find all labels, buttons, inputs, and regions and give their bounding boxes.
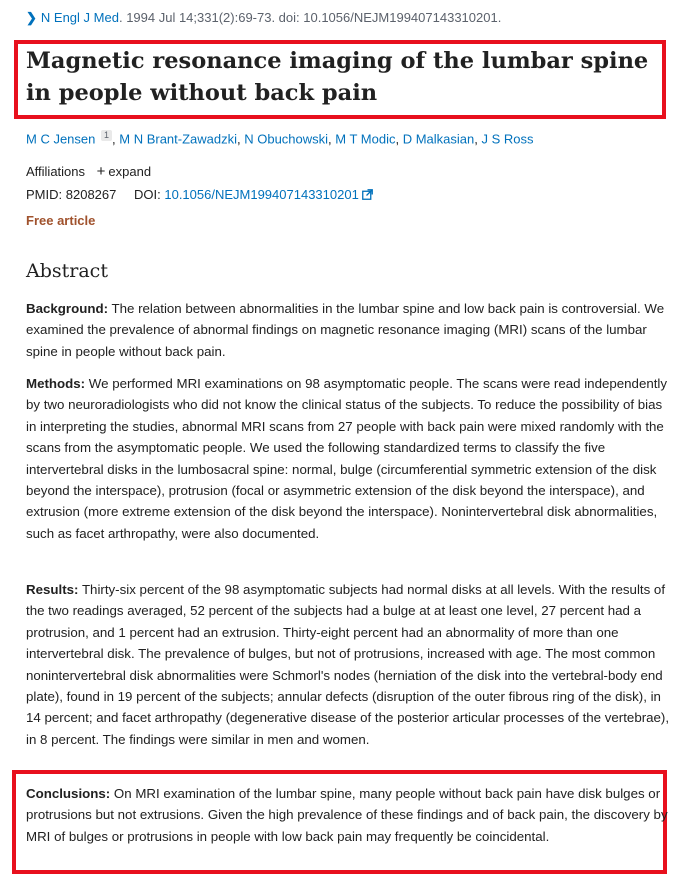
identifiers-row	[26, 187, 373, 203]
external-link-icon[interactable]	[362, 188, 373, 203]
pmid-label: PMID:	[26, 187, 63, 202]
author-link[interactable]: M C Jensen	[26, 131, 96, 147]
author-link[interactable]: N Obuchowski	[244, 131, 329, 147]
section-label: Background:	[26, 301, 109, 316]
author-list: M C Jensen 1 , M N Brant-Zawadzki, N Obuchowski, M T Modic, D Malkasian, J S Ross	[26, 130, 534, 147]
section-text: On MRI examination of the lumbar spine, many people without back pain have disk bulges or protrusions but not extrusions. Given the high prevalence of these findings and of back pain, the discovery by MRI of bulges or protrusions in people with low back pain may frequently be coincidental.	[26, 786, 668, 844]
affiliations-label: Affiliations	[26, 164, 86, 179]
section-text: Thirty-six percent of the 98 asymptomatic subjects had normal disks at all levels. With the results of the two readings averaged, 52 percent of the subjects had a bulge at at least one level, 27 percent had a protrusion, and 1 percent had an extrusion. Thirty-eight percent had an abnormality of more than one intervertebral disk. The prevalence of bulges, but not of protrusions, increased with age. The most common nonintervertebral disk abnormalities were Schmorl's nodes (herniation of the disk into the vertebral-body end plate), found in 19 percent of the subjects; annular defects (disruption of the outer fibrous ring of the disk), in 14 percent; and facet arthropathy (degenerative disease of the posterior articular processes of the vertebrae), in 8 percent. The findings were similar in men and women.	[26, 582, 670, 747]
abstract-background	[26, 298, 676, 362]
section-text: We performed MRI examinations on 98 asymptomatic people. The scans were read independently by two neuroradiologists who did not know the clinical status of the subjects. To reduce the possibility of bias in interpreting the studies, abnormal MRI scans from 27 people with back pain were mixed randomly with the scans from the asymptomatic people. We used the following standardized terms to classify the five intervertebral disks in the lumbosacral spine: normal, bulge (circumferential symmetric extension of the disk beyond the interspace), protrusion (focal or asymmetric extension of the disk beyond the interspace), and extrusion (more extreme extension of the disk beyond the interspace). Nonintervertebral disk abnormalities, such as facet arthropathy, were also documented.	[26, 376, 668, 541]
section-label: Methods:	[26, 376, 86, 391]
abstract-results	[26, 579, 676, 750]
section-text: The relation between abnormalities in the lumbar spine and low back pain is controversial. We examined the prevalence of abnormal findings on magnetic resonance imaging (MRI) scans of the lumbar spine in people without back pain.	[26, 301, 665, 359]
abstract-heading: Abstract	[26, 260, 108, 282]
author-link[interactable]: M N Brant-Zawadzki	[119, 131, 237, 147]
abstract-methods	[26, 373, 676, 544]
abstract-conclusions	[26, 783, 676, 847]
article-title: Magnetic resonance imaging of the lumbar spine in people without back pain	[26, 48, 649, 106]
journal-link[interactable]: N Engl J Med	[40, 10, 119, 25]
citation-separator: .	[118, 10, 127, 25]
pmid-value: 8208267	[65, 187, 117, 202]
free-article-badge: Free article	[26, 213, 96, 228]
author-link[interactable]: D Malkasian	[402, 131, 475, 147]
affiliations-expand-toggle[interactable]	[97, 164, 151, 179]
chevron-right-icon[interactable]: ❯	[26, 10, 37, 25]
author-link[interactable]: M T Modic	[335, 131, 396, 147]
section-label: Conclusions:	[26, 786, 111, 801]
affiliations-row	[26, 163, 151, 180]
section-label: Results:	[26, 582, 79, 597]
expand-label: expand	[108, 164, 152, 179]
doi-link[interactable]: 10.1056/NEJM199407143310201	[164, 187, 359, 202]
affiliation-marker[interactable]: 1	[101, 130, 112, 141]
citation-details: 1994 Jul 14;331(2):69-73. doi: 10.1056/NEJM199407143310201.	[126, 10, 502, 25]
citation-line	[26, 10, 501, 26]
plus-icon: +	[96, 163, 106, 180]
doi-label: DOI:	[134, 187, 161, 202]
author-link[interactable]: J S Ross	[481, 131, 534, 147]
